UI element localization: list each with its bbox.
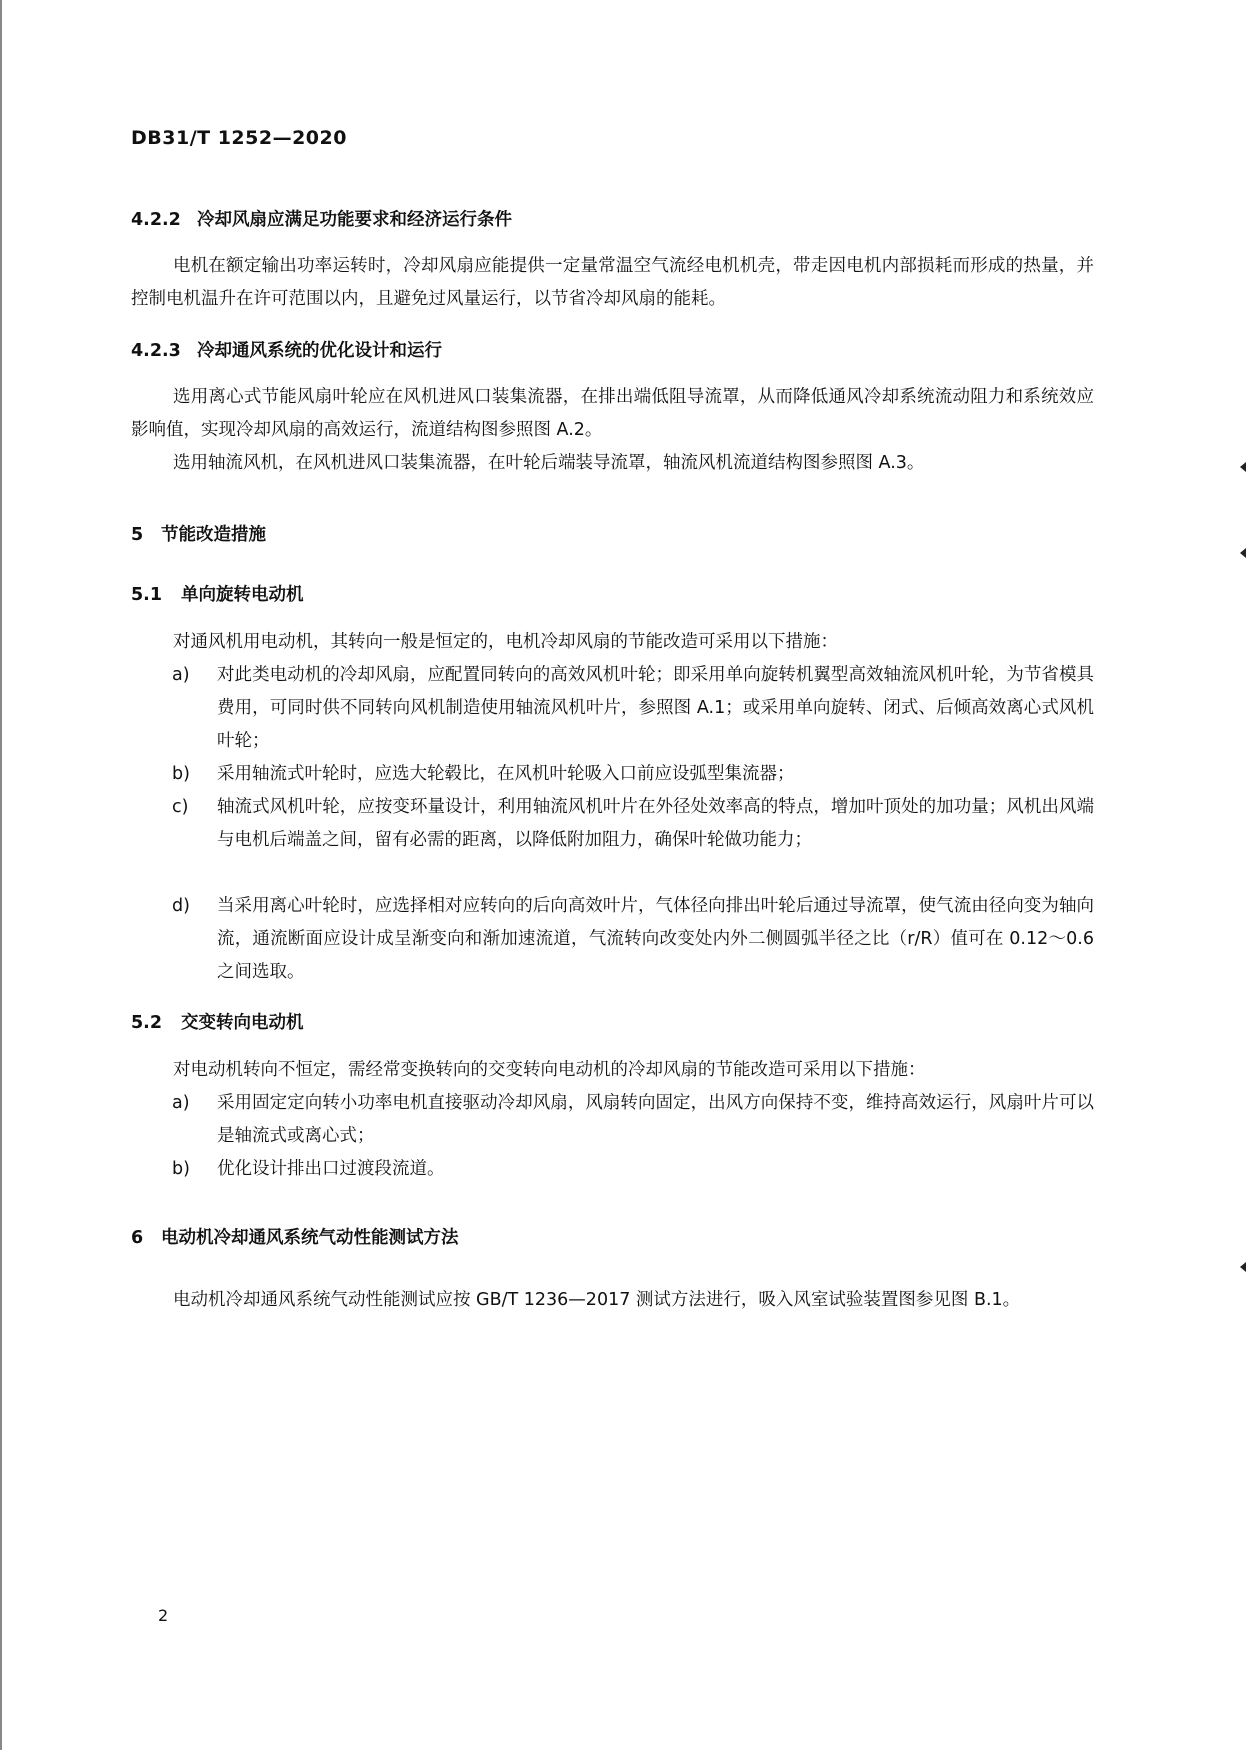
heading-number: 4.2.2	[131, 210, 181, 230]
paragraph-5-2: 对电动机转向不恒定，需经常变换转向的交变转向电动机的冷却风扇的节能改造可采用以下措施：	[173, 1060, 926, 1080]
paragraph-4-2-3-a: 选用离心式节能风扇叶轮应在风机进风口装集流器，在排出端低阻导流罩，从而降低通风冷却系统流动阻力和系统效应影响值，实现冷却风扇的高效运行，流道结构图参照图 A.2。	[131, 387, 1094, 440]
list-item	[172, 659, 1094, 758]
heading-5	[131, 521, 266, 546]
heading-5-2	[131, 1009, 304, 1034]
heading-5-1	[131, 581, 304, 606]
heading-number: 5.2	[131, 1013, 163, 1033]
list-item-text: 优化设计排出口过渡段流道。	[217, 1159, 445, 1179]
list-item	[172, 1087, 1094, 1153]
paragraph-6: 电动机冷却通风系统气动性能测试应按 GB/T 1236—2017 测试方法进行，吸入风室试验装置图参见图 B.1。	[173, 1290, 1021, 1310]
heading-title: 节能改造措施	[161, 525, 266, 545]
heading-title: 单向旋转电动机	[181, 585, 304, 605]
paragraph-4-2-2: 电机在额定输出功率运转时，冷却风扇应能提供一定量常温空气流经电机机壳，带走因电机内部损耗而形成的热量，并控制电机温升在许可范围以内，且避免过风量运行，以节省冷却风扇的能耗。	[131, 256, 1094, 309]
heading-title: 电动机冷却通风系统气动性能测试方法	[161, 1228, 459, 1248]
heading-number: 4.2.3	[131, 341, 181, 361]
list-item-text: 对此类电动机的冷却风扇，应配置同转向的高效风机叶轮；即采用单向旋转机翼型高效轴流风机叶轮，为节省模具费用，可同时供不同转向风机制造使用轴流风机叶片，参照图 A.1；或采用单向旋转、闭式、后倾高效离心式风机叶轮；	[217, 665, 1094, 751]
list-item	[172, 890, 1094, 989]
scan-edge-marker	[1240, 462, 1246, 472]
list-item-text: 采用轴流式叶轮时，应选大轮毂比，在风机叶轮吸入口前应设弧型集流器；	[217, 764, 795, 784]
heading-title: 冷却风扇应满足功能要求和经济运行条件	[197, 210, 512, 230]
heading-6	[131, 1224, 459, 1249]
heading-number: 6	[131, 1228, 144, 1248]
paragraph-5-1: 对通风机用电动机，其转向一般是恒定的，电机冷却风扇的节能改造可采用以下措施：	[173, 632, 838, 652]
scan-edge-marker	[1240, 1262, 1246, 1272]
heading-4-2-3	[131, 337, 442, 362]
list-item	[172, 1153, 1094, 1186]
list-item-text: 当采用离心叶轮时，应选择相对应转向的后向高效叶片，气体径向排出叶轮后通过导流罩，使气流由径向变为轴向流，通流断面应设计成呈渐变向和渐加速流道，气流转向改变处内外二侧圆弧半径之比（r/R）值可在 0.12～0.6 之间选取。	[217, 896, 1094, 982]
list-item-label: a)	[172, 665, 190, 685]
document-id-header: DB31/T 1252—2020	[131, 127, 347, 149]
list-item-label: b)	[172, 764, 190, 784]
list-item-label: a)	[172, 1093, 190, 1113]
heading-title: 交变转向电动机	[181, 1013, 304, 1033]
heading-title: 冷却通风系统的优化设计和运行	[197, 341, 442, 361]
paragraph-4-2-3-b: 选用轴流风机，在风机进风口装集流器，在叶轮后端装导流罩，轴流风机流道结构图参照图 A.3。	[173, 453, 925, 473]
list-item-label: b)	[172, 1159, 190, 1179]
heading-number: 5	[131, 525, 144, 545]
page-number: 2	[158, 1606, 169, 1625]
scan-edge-marker	[1240, 548, 1246, 558]
list-item-label: d)	[172, 896, 190, 916]
list-item-text: 采用固定定向转小功率电机直接驱动冷却风扇，风扇转向固定，出风方向保持不变，维持高效运行，风扇叶片可以是轴流式或离心式；	[217, 1093, 1094, 1146]
heading-4-2-2	[131, 206, 512, 231]
list-item-text: 轴流式风机叶轮，应按变环量设计，利用轴流风机叶片在外径处效率高的特点，增加叶顶处的加功量；风机出风端与电机后端盖之间，留有必需的距离，以降低附加阻力，确保叶轮做功能力；	[217, 797, 1094, 850]
list-item	[172, 791, 1094, 857]
list-item	[172, 758, 1094, 791]
list-item-label: c)	[172, 797, 189, 817]
heading-number: 5.1	[131, 585, 163, 605]
scan-left-edge	[0, 0, 2, 1750]
